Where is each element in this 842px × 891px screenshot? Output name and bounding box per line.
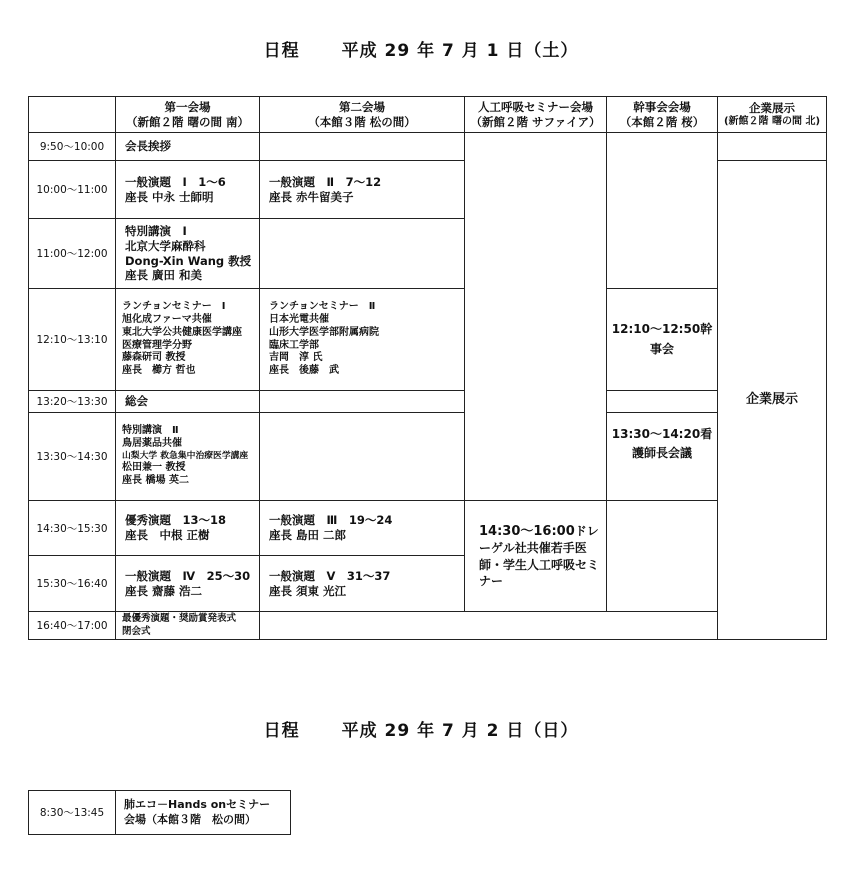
day2-hands-on-seminar: 肺エコ－Hands onセミナー 会場（本館３階 松の間） xyxy=(116,791,291,835)
header-room1: 第一会場 （新館２階 曙の間 南） xyxy=(116,97,260,133)
table-row xyxy=(29,413,827,501)
room2-empty xyxy=(260,219,465,289)
day2-title xyxy=(0,716,842,741)
time-cell: 15:30～16:40 xyxy=(29,556,116,612)
room1-excellent-papers: 優秀演題 13～18 座長 中根 正樹 xyxy=(116,501,260,556)
room1-general-assembly: 総会 xyxy=(116,391,260,413)
empty-span xyxy=(260,612,827,640)
room2-luncheon-2: ランチョンセミナー Ⅱ 日本光電共催 山形大学医学部附属病院 臨床工学部 吉岡 淳 氏 座長 後藤 武 xyxy=(260,289,465,391)
day2-schedule-table xyxy=(28,790,291,835)
header-room2: 第二会場 （本館３階 松の間） xyxy=(260,97,465,133)
room1-award-closing: 最優秀演題・奨励賞発表式 閉会式 xyxy=(116,612,260,640)
day1-title xyxy=(0,36,842,61)
header-blank xyxy=(29,97,116,133)
day2-title-prefix: 日程 xyxy=(263,721,300,741)
time-cell: 13:30～14:30 xyxy=(29,413,116,501)
table-row xyxy=(29,612,827,640)
room2-general-3: 一般演題 Ⅲ 19～24 座長 島田 二郎 xyxy=(260,501,465,556)
header-row xyxy=(29,97,827,133)
time-cell: 8:30～13:45 xyxy=(29,791,116,835)
room3-empty xyxy=(465,133,607,501)
header-room3: 人工呼吸セミナー会場 （新館２階 サファイア） xyxy=(465,97,607,133)
day2-title-date: 平成 29 年 7 月 2 日（日） xyxy=(341,721,579,741)
table-row xyxy=(29,501,827,556)
room1-special-lecture-2: 特別講演 Ⅱ 鳥居薬品共催 山梨大学 救急集中治療医学講座 松田兼一 教授 座長 橋場 英二 xyxy=(116,413,260,501)
header-room5: 企業展示 (新館２階 曙の間 北) xyxy=(718,97,827,133)
day1-title-date: 平成 29 年 7 月 1 日（土） xyxy=(341,41,579,61)
table-row xyxy=(29,791,291,835)
room1-general-4: 一般演題 Ⅳ 25～30 座長 齋藤 浩二 xyxy=(116,556,260,612)
time-cell: 12:10～13:10 xyxy=(29,289,116,391)
table-row xyxy=(29,289,827,391)
room4-kanji-meeting: 12:10～12:50幹事会 xyxy=(607,289,718,391)
room4-empty xyxy=(607,501,718,612)
room5-exhibit: 企業展示 xyxy=(718,161,827,640)
room1-opening: 会長挨拶 xyxy=(116,133,260,161)
table-row xyxy=(29,391,827,413)
room1-general-1: 一般演題 Ⅰ 1～6 座長 中永 士師明 xyxy=(116,161,260,219)
room1-luncheon-1: ランチョンセミナー Ⅰ 旭化成ファーマ共催 東北大学公共健康医学講座 医療管理学分野 藤森研司 教授 座長 櫛方 哲也 xyxy=(116,289,260,391)
day1-schedule-table xyxy=(28,96,827,640)
time-cell: 10:00～11:00 xyxy=(29,161,116,219)
time-cell: 13:20～13:30 xyxy=(29,391,116,413)
table-row xyxy=(29,133,827,161)
time-cell: 11:00～12:00 xyxy=(29,219,116,289)
room4-empty xyxy=(607,133,718,289)
time-cell: 9:50～10:00 xyxy=(29,133,116,161)
room2-empty xyxy=(260,391,465,413)
room3-ventilation-seminar: 14:30～16:00ドレーゲル社共催若手医師・学生人工呼吸セミナー xyxy=(465,501,607,612)
header-room4: 幹事会会場 （本館２階 桜） xyxy=(607,97,718,133)
room5-empty xyxy=(718,133,827,161)
room2-empty xyxy=(260,133,465,161)
room2-general-2: 一般演題 Ⅱ 7～12 座長 赤牛留美子 xyxy=(260,161,465,219)
room1-special-lecture-1: 特別講演 Ⅰ 北京大学麻酔科 Dong-Xin Wang 教授 座長 廣田 和美 xyxy=(116,219,260,289)
room2-empty xyxy=(260,413,465,501)
time-cell: 16:40～17:00 xyxy=(29,612,116,640)
day1-title-prefix: 日程 xyxy=(263,41,300,61)
room4-empty xyxy=(607,391,718,413)
time-cell: 14:30～15:30 xyxy=(29,501,116,556)
room2-general-5: 一般演題 Ⅴ 31～37 座長 須東 光江 xyxy=(260,556,465,612)
room4-nurse-meeting: 13:30～14:20看護師長会議 xyxy=(607,413,718,501)
